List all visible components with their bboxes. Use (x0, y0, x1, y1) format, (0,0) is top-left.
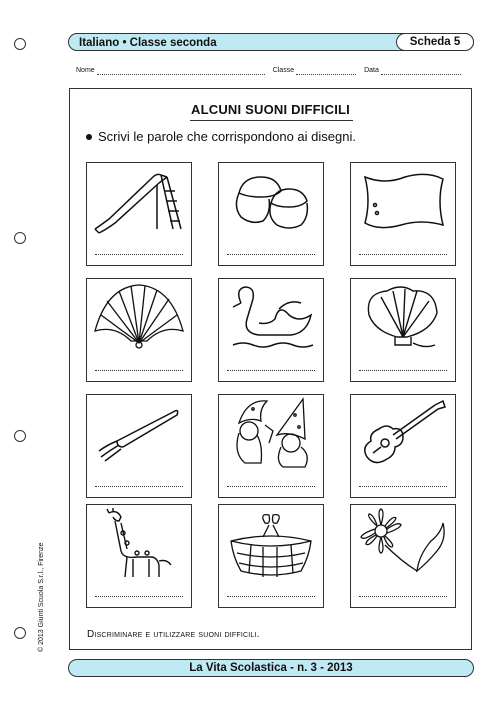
date-label: Data (364, 67, 379, 74)
answer-line[interactable] (95, 254, 183, 255)
student-fields (76, 66, 474, 75)
binder-hole (14, 38, 26, 50)
answer-line[interactable] (359, 596, 447, 597)
bullet-icon (86, 134, 92, 140)
picture-card (86, 504, 192, 608)
shell-icon (351, 279, 455, 357)
gnomes-icon (219, 395, 323, 473)
picture-card (218, 394, 324, 498)
answer-line[interactable] (359, 370, 447, 371)
binder-hole (14, 430, 26, 442)
answer-line[interactable] (227, 370, 315, 371)
publication-footer: La Vita Scolastica - n. 3 - 2013 (68, 659, 474, 677)
learning-objective: Discriminare e utilizzare suoni difficili. (87, 629, 260, 640)
pillow-icon (351, 163, 455, 241)
binder-hole (14, 627, 26, 639)
giraffe-icon (87, 505, 191, 583)
instruction (86, 129, 356, 144)
answer-line[interactable] (359, 254, 447, 255)
worksheet-frame (69, 88, 472, 650)
picture-card (350, 394, 456, 498)
picture-card (218, 504, 324, 608)
answer-line[interactable] (95, 486, 183, 487)
sheet-number: Scheda 5 (396, 33, 474, 51)
title-underline (190, 120, 353, 121)
picture-card (86, 278, 192, 382)
picture-card (218, 162, 324, 266)
picture-card (86, 162, 192, 266)
class-label: Classe (272, 67, 295, 74)
picture-card (350, 162, 456, 266)
answer-line[interactable] (95, 596, 183, 597)
swan-icon (219, 279, 323, 357)
subject-label: Italiano • Classe seconda (79, 37, 217, 49)
picture-card (86, 394, 192, 498)
name-label: Nome (76, 67, 95, 74)
worksheet-title: ALCUNI SUONI DIFFICILI (191, 102, 350, 117)
copyright-notice: © 2013 Giunti Scuola S.r.l., Firenze (38, 542, 45, 652)
fan-icon (87, 279, 191, 357)
guitar-icon (351, 395, 455, 473)
daisy-icon (351, 505, 455, 583)
name-field[interactable] (97, 68, 265, 75)
answer-line[interactable] (227, 254, 315, 255)
picture-card (218, 278, 324, 382)
fork-icon (87, 395, 191, 473)
picture-card (350, 504, 456, 608)
answer-line[interactable] (227, 596, 315, 597)
instruction-text: Scrivi le parole che corrispondono ai disegni. (98, 129, 356, 144)
answer-line[interactable] (359, 486, 447, 487)
slide-icon (87, 163, 191, 241)
answer-line[interactable] (95, 370, 183, 371)
date-field[interactable] (381, 68, 461, 75)
header-bar (68, 33, 474, 51)
chestnuts-icon (219, 163, 323, 241)
picture-card (350, 278, 456, 382)
answer-line[interactable] (227, 486, 315, 487)
binder-hole (14, 232, 26, 244)
class-field[interactable] (296, 68, 356, 75)
basket-icon (219, 505, 323, 583)
